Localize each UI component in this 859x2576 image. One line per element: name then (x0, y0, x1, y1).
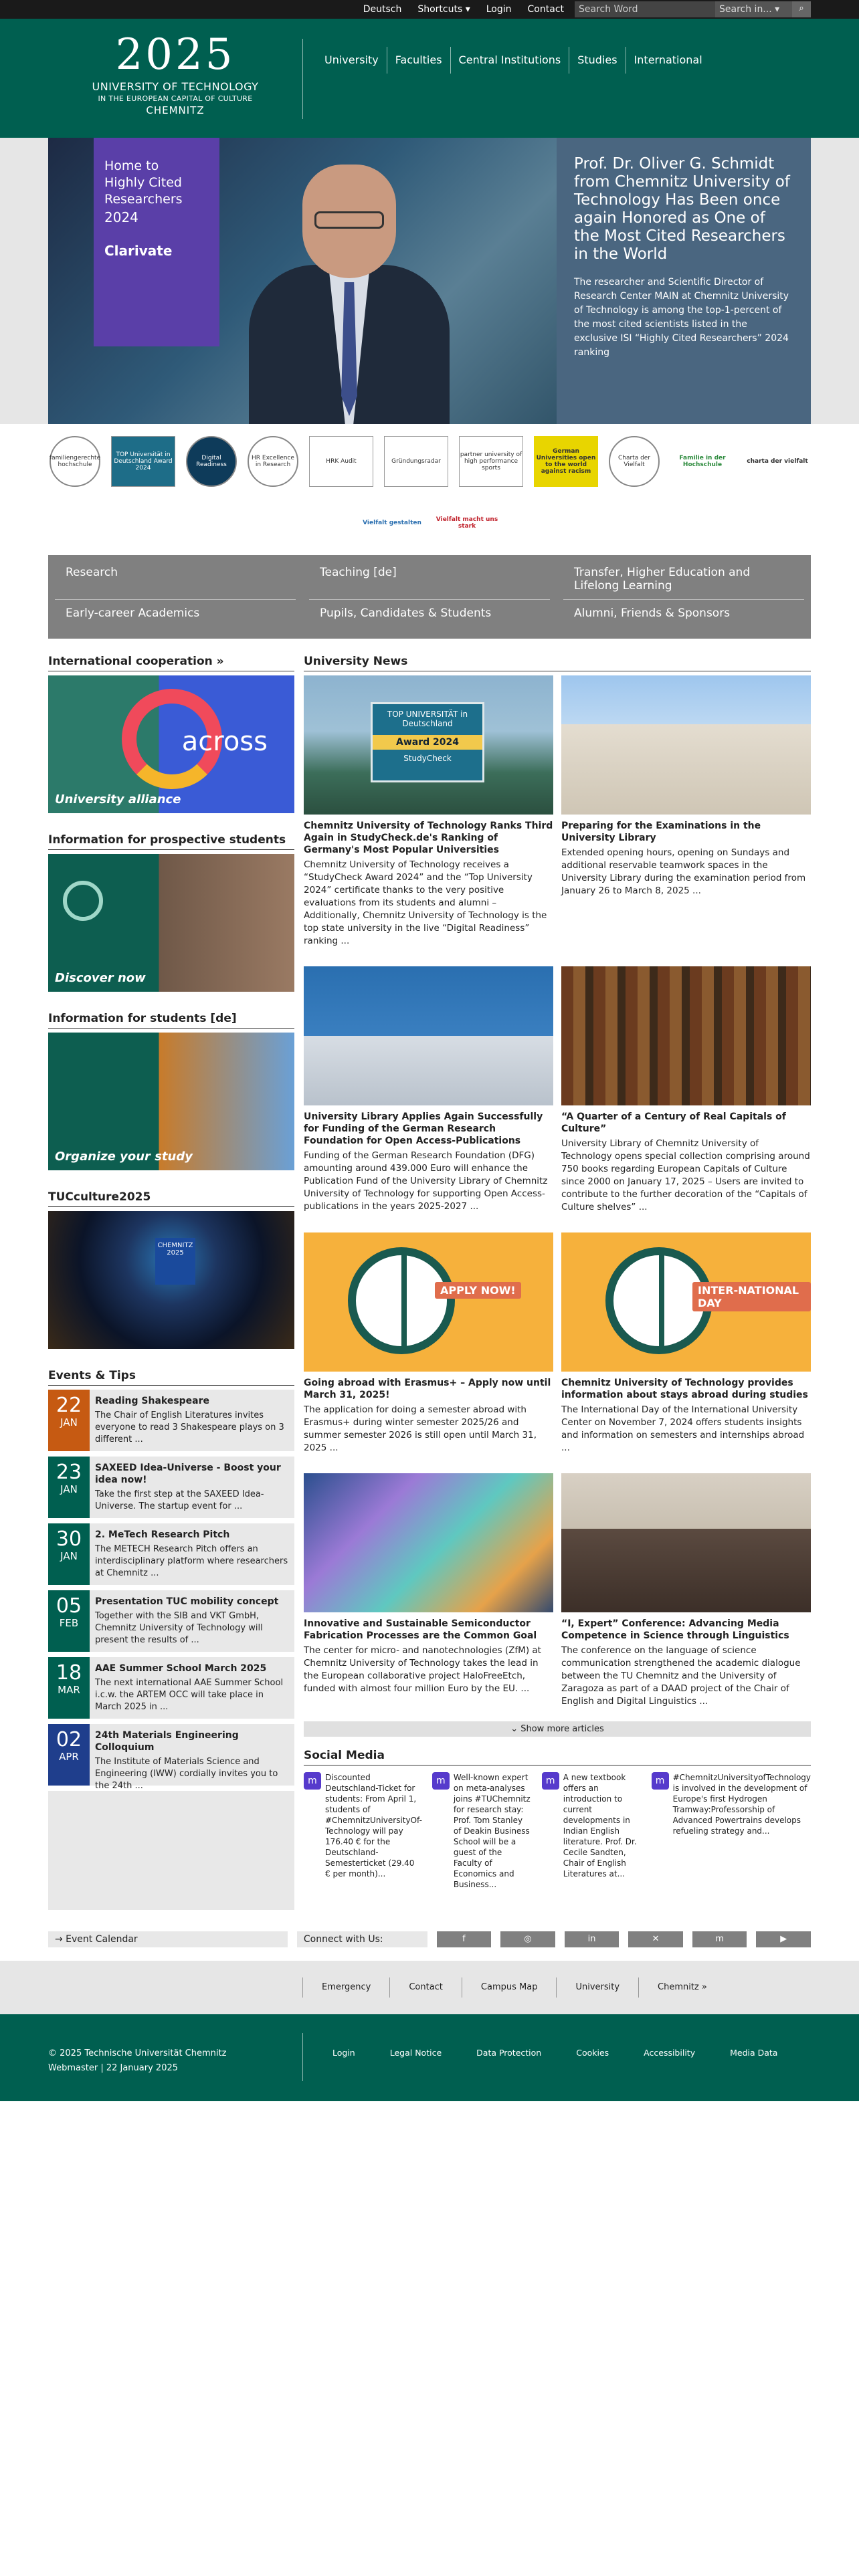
event-summary: The Chair of English Literatures invites everyone to read 3 Shakespeare plays on 3 different ... (95, 1410, 284, 1444)
studycheck-award (371, 702, 484, 782)
award-top: TOP UNIVERSITÄT in Deutschland (387, 710, 468, 728)
news-card[interactable] (561, 1473, 811, 1708)
news-title[interactable]: “I, Expert” Conference: Advancing Media Competence in Science through Linguistics (561, 1618, 789, 1641)
topic-pupils-students[interactable]: Pupils, Candidates & Students (320, 607, 492, 620)
news-card[interactable] (561, 1232, 811, 1455)
tile-caption: Organize your study (55, 1150, 193, 1164)
show-more-articles-button[interactable]: ⌄ Show more articles (304, 1721, 811, 1737)
tile-caption: Discover now (55, 971, 146, 985)
event-calendar-link[interactable]: → Event Calendar (48, 1931, 288, 1947)
news-image[interactable] (561, 1232, 811, 1372)
portrait-person (249, 165, 450, 424)
event-item[interactable] (48, 1590, 294, 1652)
event-date (48, 1724, 90, 1786)
event-item[interactable] (48, 1523, 294, 1585)
footer-bottom (0, 2014, 859, 2101)
event-month: FEB (59, 1617, 79, 1629)
left-column (48, 655, 294, 1915)
event-summary: The Institute of Materials Science and Engineering (IWW) cordially invites you to the 24th ... (95, 1757, 278, 1791)
university-news-title: University News (304, 655, 811, 671)
students-info-title[interactable]: Information for students [de] (48, 1012, 294, 1029)
partner-logo[interactable]: Digital Readiness (186, 436, 237, 487)
footer-copyright-block (48, 2014, 302, 2101)
nav-faculties[interactable]: Faculties (387, 47, 451, 74)
badge-year: 2024 (104, 209, 138, 225)
event-day: 23 (56, 1461, 82, 1484)
shortcuts-menu[interactable]: Shortcuts ▾ (417, 4, 470, 15)
event-list (48, 1390, 294, 1791)
language-link[interactable]: Deutsch (363, 4, 402, 15)
search-scope-select[interactable]: Search in... ▾ (715, 1, 792, 17)
social-post[interactable] (304, 1772, 421, 1890)
social-post[interactable] (542, 1772, 641, 1890)
news-title[interactable]: Chemnitz University of Technology Ranks Third Again in StudyCheck.de's Ranking of Germany's Most Popular Universities (304, 821, 553, 855)
event-day: 05 (56, 1594, 82, 1618)
partner-logo[interactable]: TOP Universität in Deutschland Award 2024 (111, 436, 175, 487)
event-body (90, 1390, 294, 1451)
partner-logo[interactable]: charta der vielfalt (747, 458, 808, 465)
login-link[interactable]: Login (486, 4, 512, 15)
news-card[interactable] (561, 966, 811, 1214)
partner-logo[interactable]: familiengerechte hochschule (50, 436, 100, 487)
news-teaser: Funding of the German Research Foundation (DFG) amounting around 439.000 Euro will enhance the Publication Fund of the University Library of Chemnitz University of Technology for supporting Open Access-publications in the years 2025-2027 ... (304, 1150, 548, 1212)
event-title[interactable]: 2. MeTech Research Pitch (95, 1529, 230, 1540)
social-post[interactable] (652, 1772, 811, 1890)
search-input[interactable]: Search Word (575, 1, 715, 17)
topic-transfer[interactable]: Transfer, Higher Education and Lifelong Learning (563, 559, 804, 600)
news-teaser: Chemnitz University of Technology receives a “StudyCheck Award 2024” and the “Top University 2024” certificate thanks to the very positive evaluations from its students and alumni – Additionally, Chemnitz University of Technology is the top state university in the live “Digital Readiness” ranking ... (304, 859, 547, 946)
mastodon-icon[interactable]: m (692, 1931, 747, 1947)
event-item[interactable] (48, 1390, 294, 1451)
magnifier-icon (63, 881, 103, 921)
news-card[interactable] (561, 675, 811, 948)
event-body (90, 1457, 294, 1518)
iuz-globe-logo (348, 1247, 455, 1354)
event-summary: The next international AAE Summer School i.c.w. the ARTEM OCC will take place in March 2025 in ... (95, 1678, 284, 1712)
hero-text-panel[interactable] (557, 138, 811, 424)
news-teaser: Extended opening hours, opening on Sundays and additional reservable teamwork spaces in the University Library during the examination period from January 26 to March 8, 2025 ... (561, 847, 806, 896)
x-icon[interactable]: ✕ (628, 1931, 683, 1947)
intl-cooperation-title[interactable]: International cooperation » (48, 655, 294, 671)
hero-section (0, 138, 859, 424)
header-divider (302, 39, 303, 119)
event-body (90, 1657, 294, 1719)
event-title[interactable]: Reading Shakespeare (95, 1396, 210, 1406)
badge-line-1: Home to (104, 158, 159, 173)
event-list-filler (48, 1791, 294, 1910)
event-title[interactable]: 24th Materials Engineering Colloquium (95, 1730, 239, 1753)
news-card[interactable] (304, 1232, 553, 1455)
event-month: APR (59, 1751, 79, 1763)
badge-line-2: Highly Cited (104, 175, 182, 190)
award-label: Award 2024 (373, 735, 482, 750)
news-image[interactable] (304, 966, 553, 1105)
topic-research[interactable]: Research (55, 559, 296, 600)
partner-logo[interactable]: Charta der Vielfalt (609, 436, 660, 487)
footer-contact[interactable]: Contact (389, 1977, 462, 1998)
copyright: © 2025 Technische Universität Chemnitz (48, 2048, 227, 2058)
topic-early-career[interactable]: Early-career Academics (66, 607, 200, 620)
page-blank-area (0, 2101, 859, 2519)
instagram-icon[interactable]: ◎ (500, 1931, 555, 1947)
university-logo[interactable] (48, 19, 302, 138)
prospective-students-tile[interactable] (48, 854, 294, 992)
social-feed (304, 1772, 811, 1890)
event-item[interactable] (48, 1457, 294, 1518)
footer-campus-map[interactable]: Campus Map (462, 1977, 557, 1998)
event-body (90, 1590, 294, 1652)
mastodon-icon: m (432, 1772, 450, 1790)
news-title[interactable]: University Library Applies Again Successfully for Funding of the German Research Foundation for Open Access-Publications (304, 1111, 543, 1146)
news-title[interactable]: Preparing for the Examinations in the University Library (561, 821, 761, 843)
event-day: 22 (56, 1394, 82, 1417)
partner-logo[interactable]: HR Excellence in Research (248, 436, 298, 487)
topic-alumni[interactable]: Alumni, Friends & Sponsors (574, 607, 731, 620)
apply-now-label: APPLY NOW! (435, 1282, 521, 1299)
footer-emergency[interactable]: Emergency (302, 1977, 389, 1998)
news-title[interactable]: Going abroad with Erasmus+ – Apply now until March 31, 2025! (304, 1378, 551, 1400)
across-logo: across (181, 726, 268, 757)
footer-university[interactable]: University (556, 1977, 638, 1998)
event-item[interactable] (48, 1724, 294, 1791)
event-month: MAR (58, 1684, 80, 1696)
footer-data-protection[interactable]: Data Protection (476, 2048, 542, 2058)
event-month: JAN (60, 1483, 78, 1495)
mastodon-icon: m (304, 1772, 321, 1790)
social-media-title: Social Media (304, 1749, 811, 1765)
partner-logo[interactable]: German Universities open to the world against racism (534, 436, 598, 487)
event-title[interactable]: SAXEED Idea-Universe - Boost your idea now! (95, 1463, 281, 1485)
webmaster-date[interactable]: Webmaster | 22 January 2025 (48, 2063, 179, 2073)
news-image[interactable] (561, 675, 811, 815)
linkedin-icon[interactable]: in (565, 1931, 619, 1947)
site-header (0, 19, 859, 138)
mastodon-icon: m (542, 1772, 559, 1790)
nav-university[interactable]: University (316, 47, 387, 74)
news-grid (304, 675, 811, 1727)
event-title[interactable]: AAE Summer School March 2025 (95, 1663, 267, 1674)
post-text: A new textbook offers an introduction to current developments in Indian English literature. Prof. Dr. Cecile Sandten, Chair of English Literatures at... (563, 1773, 637, 1879)
intl-cooperation-tile[interactable] (48, 675, 294, 813)
event-body (90, 1724, 294, 1791)
mastodon-icon: m (652, 1772, 669, 1790)
topic-teaching[interactable]: Teaching [de] (309, 559, 550, 600)
news-card[interactable] (304, 1473, 553, 1708)
prospective-students-title[interactable]: Information for prospective students (48, 833, 294, 850)
post-text: Well-known expert on meta-analyses joins #TUChemnitz for research stay: Prof. Tom Stanley of Deakin Business School will be a guest of the Faculty of Economics and Business... (453, 1773, 531, 1889)
main-navigation (316, 19, 710, 66)
event-date (48, 1390, 90, 1451)
nav-central-institutions[interactable]: Central Institutions (451, 47, 570, 74)
news-teaser: The conference on the language of science communication strengthened the academic dialogue between the TU Chemnitz and the University of Zaragoza as part of a DAAD project of the Chair of English and Digital Linguistics ... (561, 1645, 801, 1707)
news-image[interactable] (304, 1473, 553, 1612)
connect-row (48, 1931, 811, 1947)
news-teaser: The International Day of the International University Center on November 7, 2024 offers students insights and information on semesters and internships abroad ... (561, 1404, 805, 1453)
news-title[interactable]: “A Quarter of a Century of Real Capitals of Culture” (561, 1111, 786, 1134)
facebook-icon[interactable]: f (437, 1931, 492, 1947)
footer-media-data[interactable]: Media Data (730, 2048, 778, 2058)
news-image[interactable] (304, 1232, 553, 1372)
event-day: 30 (56, 1527, 82, 1551)
badge-line-3: Researchers (104, 192, 183, 207)
logo-line-2: IN THE EUROPEAN CAPITAL OF CULTURE (98, 94, 253, 103)
hero-description: The researcher and Scientific Director of Research Center MAIN at Chemnitz University of Technology is among the top-1-percent of the most cited scientists listed in the exclusive ISI “Highly Cited Researchers” 2024 ranking (574, 277, 789, 358)
event-date (48, 1523, 90, 1585)
international-day-label: INTER-NATIONAL DAY (692, 1282, 811, 1311)
search-bar (575, 1, 811, 17)
event-date (48, 1457, 90, 1518)
youtube-icon[interactable]: ▶ (756, 1931, 811, 1947)
post-text: #ChemnitzUniversityofTechnology is involved in the development of Europe's first Hydrogen Tramway:Professorship of Advanced Powertrains develops refueling strategy and... (672, 1773, 811, 1836)
news-image[interactable] (304, 675, 553, 815)
news-card[interactable] (304, 966, 553, 1214)
event-item[interactable] (48, 1657, 294, 1719)
partner-logo[interactable]: Vielfalt macht uns stark (436, 516, 498, 530)
event-day: 18 (56, 1661, 82, 1685)
partner-logo[interactable]: Familie in der Hochschule (679, 455, 726, 468)
news-image[interactable] (561, 1473, 811, 1612)
event-date (48, 1657, 90, 1719)
clarivate-logo: Clarivate (104, 243, 173, 259)
search-icon[interactable]: ⌕ (792, 1, 811, 17)
connect-label: Connect with Us: (297, 1931, 427, 1947)
post-text: Discounted Deutschland-Ticket for students: From April 1, students of #ChemnitzUniversityOf-Technology will pay 176.40 € for the Deutschland-Semesterticket (29.40 € per month)... (325, 1773, 422, 1879)
award-brand: StudyCheck (403, 754, 452, 763)
footer-legal-notice[interactable]: Legal Notice (389, 2048, 442, 2058)
right-column (304, 655, 811, 1915)
event-summary: The METECH Research Pitch offers an interdisciplinary platform where researchers at Chemnitz ... (95, 1544, 288, 1578)
hero-image[interactable] (48, 138, 557, 424)
logo-line-1: UNIVERSITY OF TECHNOLOGY (92, 80, 259, 93)
highly-cited-badge (94, 138, 219, 346)
partner-logos (48, 424, 811, 555)
event-summary: Take the first step at the SAXEED Idea-Universe. The startup event for ... (95, 1489, 264, 1511)
footer-links-bar (0, 1961, 859, 2014)
tucculture-tile[interactable] (48, 1211, 294, 1349)
footer-legal-links (303, 2014, 795, 2101)
partner-logo[interactable]: HRK Audit (309, 436, 373, 487)
footer-chemnitz[interactable]: Chemnitz » (638, 1977, 726, 1998)
event-month: JAN (60, 1550, 78, 1562)
chemnitz-2025-sign: CHEMNITZ 2025 (155, 1238, 195, 1285)
contact-link[interactable]: Contact (527, 4, 564, 15)
partner-logo[interactable]: partner university of high performance sports (459, 436, 523, 487)
news-title[interactable]: Innovative and Sustainable Semiconductor Fabrication Processes are the Common Goal (304, 1618, 537, 1641)
events-title: Events & Tips (48, 1369, 294, 1386)
main-content (48, 655, 811, 1915)
students-info-tile[interactable] (48, 1033, 294, 1170)
news-teaser: University Library of Chemnitz University of Technology opens special collection comprising around 750 books regarding European Capitals of Culture since 2000 on January 17, 2025 – Users are invited to contribute to the further decoration of the “Capitals of Culture shelves” ... (561, 1138, 810, 1212)
hero-title[interactable]: Prof. Dr. Oliver G. Schmidt from Chemnitz University of Technology Has Been once again Honored as One of the Most Cited Researchers in the World (574, 155, 790, 263)
news-card[interactable] (304, 675, 553, 948)
news-teaser: The center for micro- and nanotechnologies (ZfM) at Chemnitz University of Technology takes the lead in the European collaborative project HaloFreeEtch, funded with almost four million Euro by the EU. ... (304, 1645, 541, 1694)
footer-accessibility[interactable]: Accessibility (644, 2048, 696, 2058)
tucculture-title[interactable]: TUCculture2025 (48, 1190, 294, 1207)
news-title[interactable]: Chemnitz University of Technology provides information about stays abroad during studies (561, 1378, 808, 1400)
partner-logo[interactable]: Vielfalt gestalten (363, 520, 421, 526)
tile-caption: University alliance (55, 792, 181, 807)
footer-cookies[interactable]: Cookies (576, 2048, 609, 2058)
event-day: 02 (56, 1728, 82, 1751)
footer-login[interactable]: Login (332, 2048, 355, 2058)
top-bar (0, 0, 859, 19)
news-image[interactable] (561, 966, 811, 1105)
social-post[interactable] (432, 1772, 531, 1890)
logo-line-3: CHEMNITZ (146, 104, 205, 116)
partner-logo[interactable]: Gründungsradar (384, 436, 448, 487)
event-summary: Together with the SIB and VKT GmbH, Chemnitz University of Technology will present the results of ... (95, 1611, 263, 1645)
nav-studies[interactable]: Studies (569, 47, 626, 74)
news-teaser: The application for doing a semester abroad with Erasmus+ during winter semester 2025/26 and summer semester 2026 is still open until March 31, 2025 ... (304, 1404, 537, 1453)
logo-mark: 2025 (115, 30, 235, 80)
topic-navigation (48, 555, 811, 639)
event-body (90, 1523, 294, 1585)
event-date (48, 1590, 90, 1652)
event-title[interactable]: Presentation TUC mobility concept (95, 1596, 279, 1607)
nav-international[interactable]: International (634, 53, 702, 66)
event-month: JAN (60, 1416, 78, 1428)
